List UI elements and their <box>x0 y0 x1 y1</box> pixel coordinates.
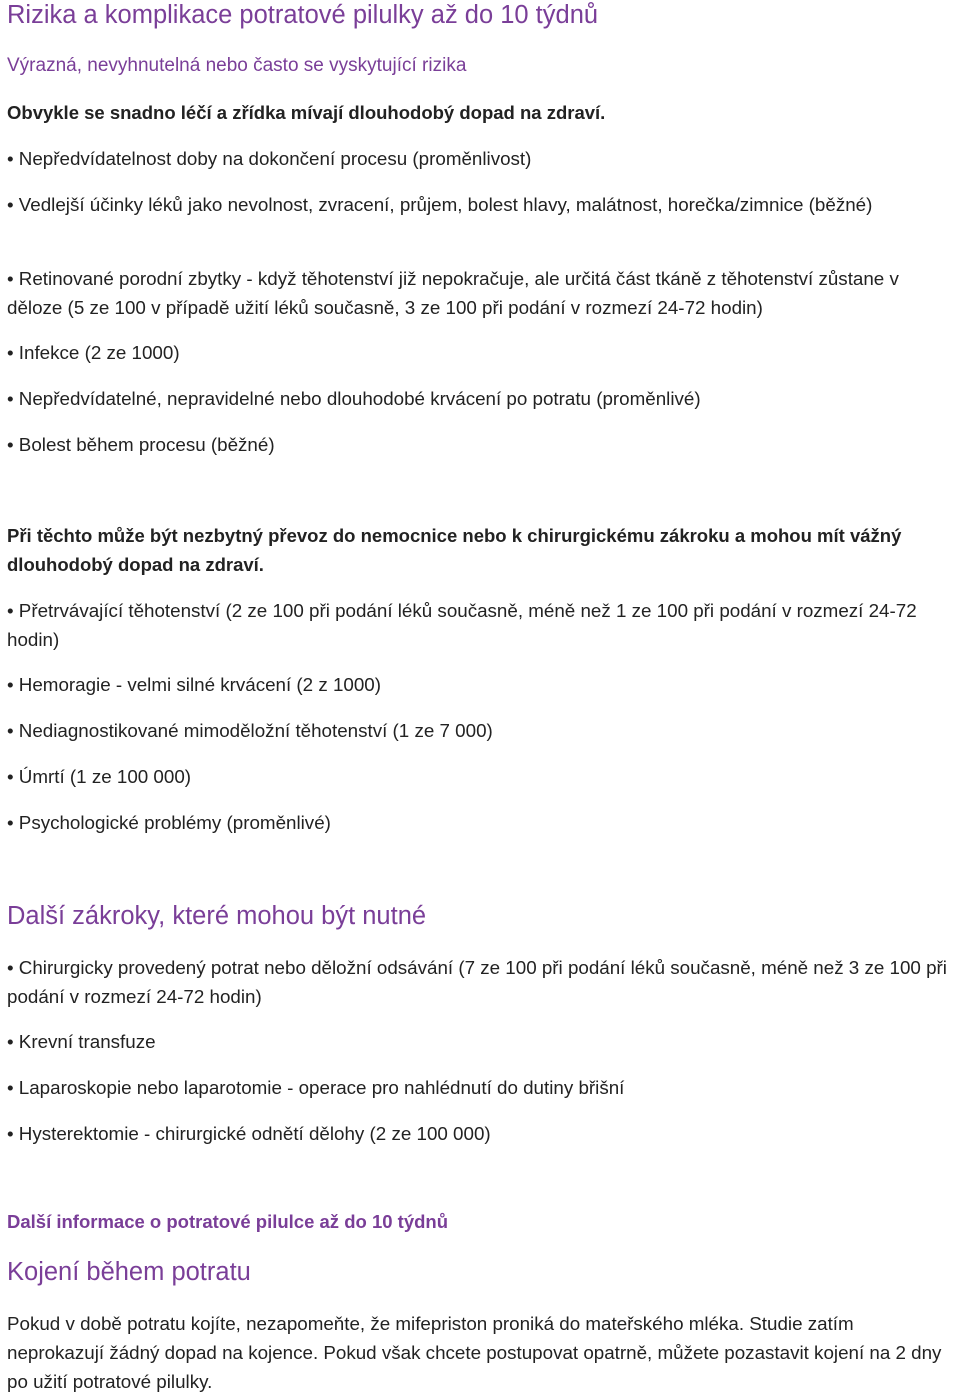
list-item: • Nepředvídatelnost doby na dokončení procesu (proměnlivost) <box>7 148 532 169</box>
list-item: • Bolest během procesu (běžné) <box>7 434 275 455</box>
list-item: • Přetrvávající těhotenství (2 ze 100 při podání léků současně, méně než 1 ze 100 při podání v rozmezí 24-72 hodin) <box>7 600 917 650</box>
list-item: • Infekce (2 ze 1000) <box>7 342 180 363</box>
list-item: • Retinované porodní zbytky - když těhotenství již nepokračuje, ale určitá část tkáně z těhotenství zůstane v děloze (5 ze 100 v případě užití léků současně, 3 ze 100 při podání v rozmezí 24-72 hodin) <box>7 268 899 318</box>
section-subtitle: Výrazná, nevyhnutelná nebo často se vyskytující rizika <box>7 55 467 76</box>
list-item: • Úmrtí (1 ze 100 000) <box>7 766 192 787</box>
list-item: • Laparoskopie nebo laparotomie - operace pro nahlédnutí do dutiny břišní <box>7 1077 625 1098</box>
list-item: • Chirurgicky provedený potrat nebo děložní odsávání (7 ze 100 při podání léků současně, méně než 3 ze 100 při podání v rozmezí 24-72 hodin) <box>7 957 947 1007</box>
list-item: • Hysterektomie - chirurgické odnětí dělohy (2 ze 100 000) <box>7 1123 491 1144</box>
list-item: • Krevní transfuze <box>7 1031 156 1052</box>
section-title-procedures: Další zákroky, které mohou být nutné <box>7 902 427 930</box>
section-title-breastfeeding: Kojení během potratu <box>7 1258 251 1286</box>
breastfeeding-paragraph: Pokud v době potratu kojíte, nezapomeňte, že mifepriston proniká do mateřského mléka. Studie zatím neprokazují žádný dopad na kojence. Pokud však chcete postupovat opatrně, můžete pozastavit kojení na 2 dny po užití potratové pilulky. <box>7 1313 942 1392</box>
bold-intro: Obvykle se snadno léčí a zřídka mívají dlouhodobý dopad na zdraví. <box>7 102 606 123</box>
bold-serious-intro: Při těchto může být nezbytný převoz do nemocnice nebo k chirurgickému zákroku a mohou mít vážný dlouhodobý dopad na zdraví. <box>7 525 902 575</box>
list-item: • Psychologické problémy (proměnlivé) <box>7 812 331 833</box>
list-item: • Nediagnostikované mimoděložní těhotenství (1 ze 7 000) <box>7 720 493 741</box>
more-info-link[interactable]: Další informace o potratové pilulce až do 10 týdnů <box>7 1211 449 1232</box>
list-item: • Hemoragie - velmi silné krvácení (2 z 1000) <box>7 674 381 695</box>
list-item: • Vedlejší účinky léků jako nevolnost, zvracení, průjem, bolest hlavy, malátnost, horečka/zimnice (běžné) <box>7 194 873 215</box>
list-item: • Nepředvídatelné, nepravidelné nebo dlouhodobé krvácení po potratu (proměnlivé) <box>7 388 701 409</box>
section-title-risks: Rizika a komplikace potratové pilulky až do 10 týdnů <box>7 1 599 29</box>
